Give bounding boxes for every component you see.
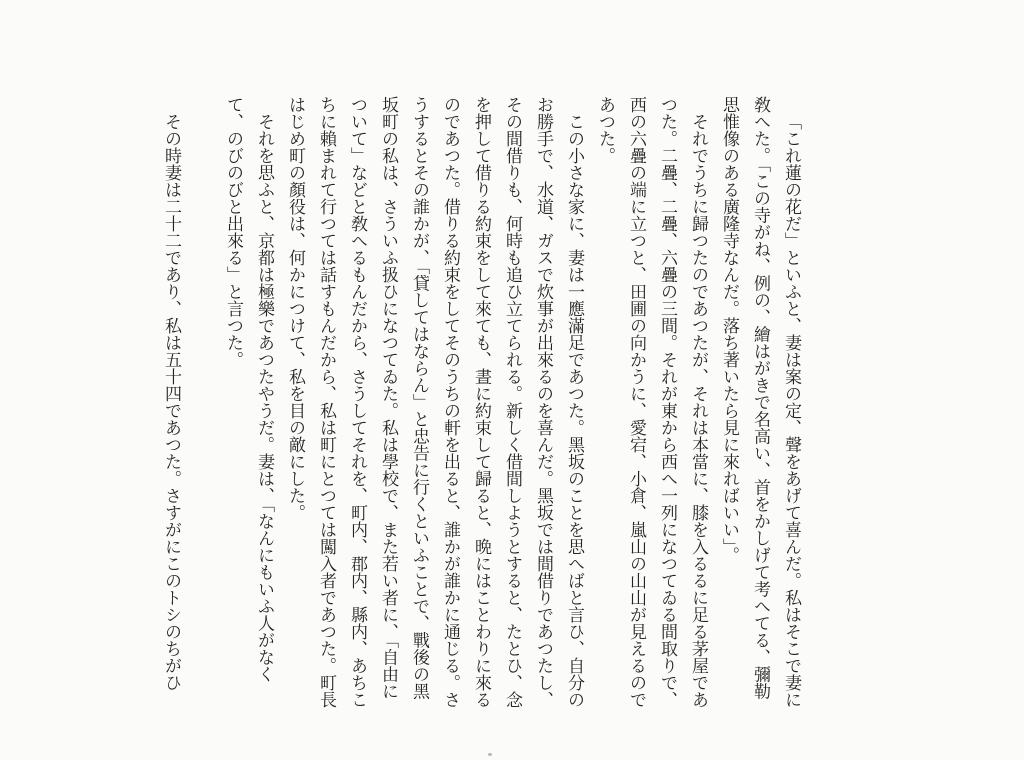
vertical-text-block bbox=[155, 96, 806, 710]
paragraph: それでうちに歸つたのであつたが、それは本當に、膝を入るるに足る茅屋であつた。二疊、二疊、六疊の三間。それが東から西へ一列になつてゐる間取りで、西の六疊の端に立つと、田圃の向かうに、愛宕、小倉、嵐山の山山が見えるのであつた。 bbox=[595, 96, 708, 708]
paragraph: 「これ蓮の花だ」といふと、妻は案の定、聲をあげて喜んだ。私はそこで妻に敎へた。「この寺がね、例の、繪はがきで名高い、首をかしげて考へてる、彌勒思惟像のある廣隆寺なんだ。落ち著いたら見に來ればいい」。 bbox=[719, 96, 801, 708]
paragraph: それを思ふと、京都は極樂であつたやうだ。妻は、「なんにもいふ人がなくて、のびのびと出來る」と言つた。 bbox=[223, 96, 274, 683]
page-marker-dot bbox=[488, 753, 492, 756]
paragraph: この小さな家に、妻は一應滿足であつた。黑坂のことを思へばと言ひ、自分のお勝手で、水道、ガスで炊事が出來るのを喜んだ。黑坂では間借りであつたし、その間借りも、何時も追ひ立てられる。新しく借間しようとすると、たとひ、念を押して借りる約束をして來ても、晝に約束して歸ると、晩にはことわりに來るのであつた。借りる約束をしてそのうちの軒を出ると、誰かが誰かに通じる。さうするとその誰かが、「貸してはならん」と忠告に行くといふことで、戰後の黑坂町の私は、さういふ扱ひになつてゐた。私は學校で、また若い者に、「自由について」などと敎へるもんだから、さうしてそれを、町内、郡内、縣内、あちこちに賴まれて行つては話すもんだから、私は町にとつては闖入者であつた。町長はじめ町の顏役は、何かにつけて、私を目の敵にした。 bbox=[285, 96, 584, 708]
paragraph: その時妻は二十二であり、私は五十四であつた。さすがにこのトシのちがひ bbox=[161, 113, 181, 691]
